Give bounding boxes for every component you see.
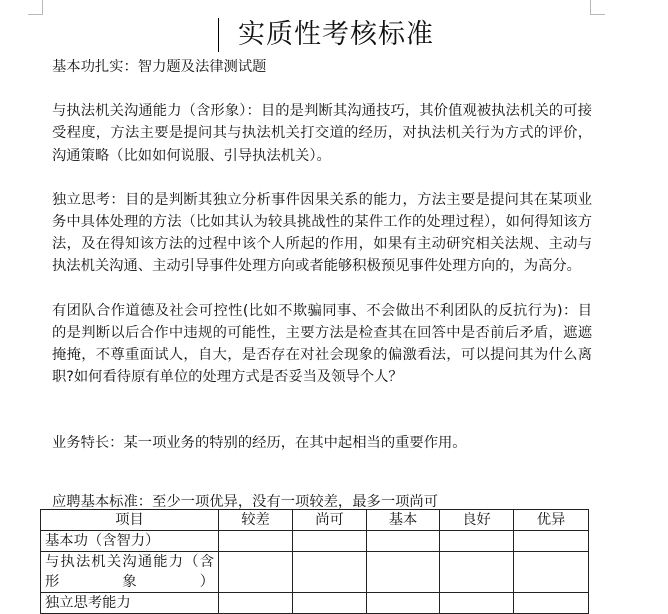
table-header-row: [41, 510, 589, 531]
document-title: 实质性考核标准: [238, 19, 434, 50]
table-cell[interactable]: [219, 552, 293, 593]
header-item: 项目: [41, 510, 219, 531]
table-cell[interactable]: [367, 531, 440, 552]
header-good: 良好: [440, 510, 514, 531]
paragraph-independent-thinking: 独立思考：目的是判断其独立分析事件因果关系的能力，方法主要是提问其在某项业务中具体处理的方法（比如其认为较具挑战性的某件工作的处理过程），如何得知该方法，及在得知该方法的过程中该个人所起的作用，如果有主动研究相关法规、主动与执法机关沟通、主动引导事件处理方向或者能够积极预见事件处理方向的，为高分。: [52, 191, 592, 275]
table-row: [41, 531, 589, 552]
paragraph-basic-skills: 基本功扎实：智力题及法律测试题: [52, 59, 267, 75]
row-label-basic-skills: 基本功（含智力）: [41, 531, 219, 552]
assessment-table: [40, 509, 589, 614]
table-cell[interactable]: [293, 552, 367, 593]
row-label-communication: 与执法机关沟通能力（含形象）: [41, 552, 219, 593]
paragraph-communication: 与执法机关沟通能力（含形象）：目的是判断其沟通技巧，其价值观被执法机关的可接受程度，方法主要是提问其与执法机关打交道的经历，对执法机关行为方式的评价，沟通策略（比如如何说服、引导执法机关）。: [52, 103, 592, 164]
text-cursor: [218, 18, 219, 52]
table-row: [41, 552, 589, 593]
header-fair: 尚可: [293, 510, 367, 531]
table-cell[interactable]: [367, 552, 440, 593]
header-poor: 较差: [219, 510, 293, 531]
table-row: [41, 593, 589, 614]
row-label-independent-thinking: 独立思考能力: [41, 593, 219, 614]
table-cell[interactable]: [440, 531, 514, 552]
paragraph-teamwork: 有团队合作道德及社会可控性(比如不欺骗同事、不会做出不利团队的反抗行为)：目的是判断以后合作中违规的可能性，主要方法是检查其在回答中是否前后矛盾，遮遮掩掩，不尊重面试人，自大，是否存在对社会现象的偏激看法，可以提问其为什么离职?如何看待原有单位的处理方式是否妥当及领导个人？: [52, 302, 592, 386]
header-excellent: 优异: [514, 510, 589, 531]
header-basic: 基本: [367, 510, 440, 531]
table-cell[interactable]: [367, 593, 440, 614]
table-cell[interactable]: [293, 593, 367, 614]
table-cell[interactable]: [440, 593, 514, 614]
table-cell[interactable]: [514, 531, 589, 552]
table-cell[interactable]: [514, 552, 589, 593]
page-corner-mark-top-left: [28, 0, 43, 15]
table-cell[interactable]: [219, 531, 293, 552]
paragraph-hiring-standard: 应聘基本标准：至少一项优异，没有一项较差，最多一项尚可: [52, 493, 439, 510]
page-corner-mark-top-right: [590, 0, 605, 15]
table-cell[interactable]: [514, 593, 589, 614]
table-cell[interactable]: [293, 531, 367, 552]
document-body: [52, 56, 592, 513]
table-cell[interactable]: [440, 552, 514, 593]
table-cell[interactable]: [219, 593, 293, 614]
paragraph-business-specialty: 业务特长：某一项业务的特别的经历，在其中起相当的重要作用。: [52, 435, 467, 452]
